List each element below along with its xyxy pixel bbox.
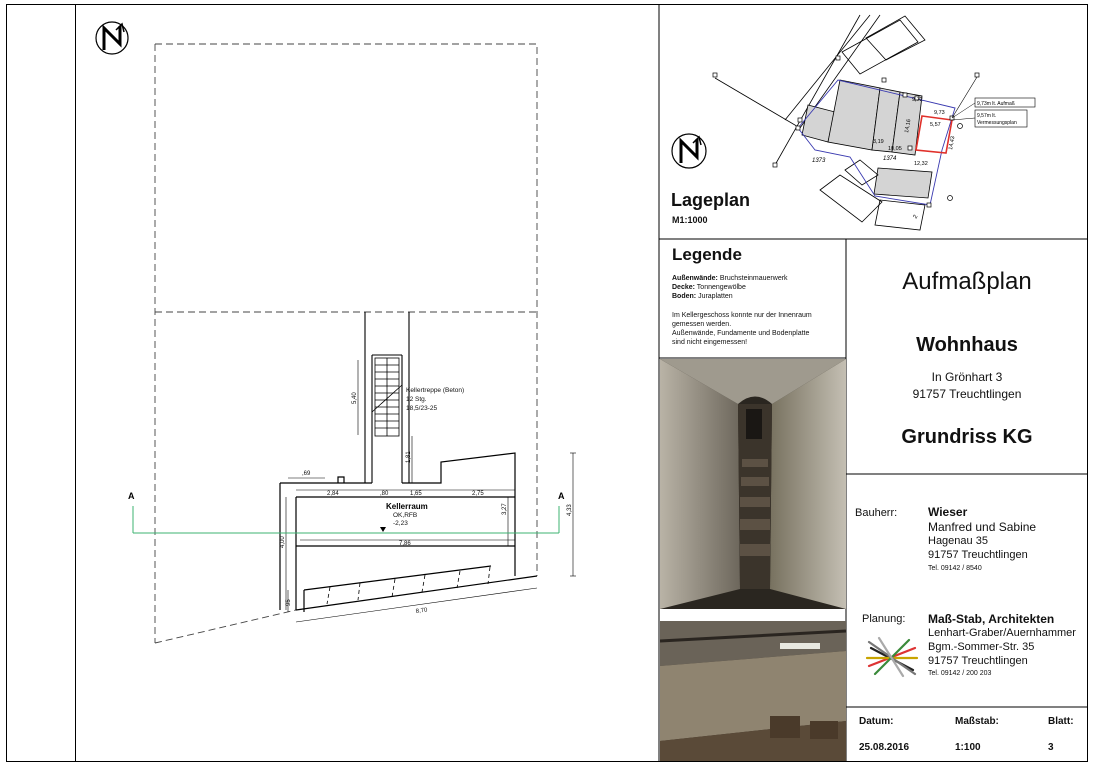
date-value: 25.08.2016 [859, 742, 910, 753]
stair-steps: 12 Stg. [406, 396, 427, 403]
note-aufmass: 9,73m lt. Aufmaß [977, 101, 1015, 107]
site-dim-1443: 14,43 [948, 135, 957, 151]
legend-key-ceiling: Decke: [672, 284, 695, 291]
room-floor: OK,RFB [393, 512, 418, 519]
sheet-label: Blatt: [1048, 716, 1074, 727]
dim-181: 1,81 [406, 451, 412, 463]
planner-people: Lenhart-Graber/Auernhammer [928, 627, 1076, 639]
planner-city: 91757 Treuchtlingen [928, 655, 1028, 667]
client-street: Hagenau 35 [928, 535, 988, 547]
building-city: 91757 Treuchtlingen [912, 387, 1022, 401]
note-vermessung-1: 9,57m lt. [977, 113, 997, 119]
legend-note-2: gemessen werden. [672, 321, 732, 328]
parcel-1374: 1374 [883, 156, 897, 162]
site-dim-1232: 12,32 [914, 161, 928, 167]
site-dim-973: 9,73 [934, 110, 945, 116]
dim-400: 4,00 [280, 536, 286, 548]
plan-type: Aufmaßplan [902, 268, 1032, 295]
sheet-value: 3 [1048, 742, 1054, 753]
dim-327: 3,27 [502, 503, 508, 515]
legend-note-3: Außenwände, Fundamente und Bodenplatte [672, 330, 810, 337]
building-street: In Grönhart 3 [931, 370, 1003, 384]
section-marker-left: A [128, 491, 135, 501]
dim-870: 8,70 [415, 607, 428, 615]
dim-540: 5,40 [352, 392, 358, 404]
dim-165: 1,65 [410, 491, 422, 497]
photo-cellar-stairs [660, 359, 846, 609]
photo-cellar-room [660, 621, 846, 761]
site-dim-1005: 10,05 [888, 146, 902, 152]
site-north-arrow-icon [672, 134, 706, 168]
legend-line-floor [672, 292, 733, 301]
scale-value: 1:100 [955, 742, 981, 753]
parcel-1373: 1373 [812, 158, 826, 164]
building-name: Wohnhaus [916, 334, 1018, 356]
sheet-title: Grundriss KG [901, 426, 1033, 448]
date-label: Datum: [859, 716, 894, 727]
legend-line-walls [672, 274, 788, 283]
legend-key-walls: Außenwände: [672, 275, 718, 282]
dim-069: ,69 [302, 471, 311, 477]
note-vermessung-2: Vermessungsplan [977, 120, 1017, 126]
site-dim-1416: 14,16 [904, 118, 913, 134]
dim-080: ,80 [380, 491, 389, 497]
dim-284: 2,84 [327, 491, 339, 497]
planner-tel: Tel. 09142 / 200 203 [928, 670, 992, 677]
stair-ratio: 18,5/23-25 [406, 405, 438, 412]
legend-title: Legende [672, 245, 742, 264]
room-level: -2,23 [393, 520, 408, 527]
dim-786: 7,86 [399, 541, 411, 547]
client-tel: Tel. 09142 / 8540 [928, 565, 982, 572]
dim-433: 4,33 [567, 504, 573, 516]
planner-street: Bgm.-Sommer-Str. 35 [928, 641, 1035, 653]
client-name: Wieser [928, 505, 968, 519]
legend-val-floor: Juraplatten [698, 293, 733, 300]
room-name: Kellerraum [386, 502, 428, 511]
client-names: Manfred und Sabine [928, 520, 1037, 534]
legend-val-walls: Bruchsteinmauerwerk [719, 275, 788, 282]
site-dim-972: 9,72 [912, 97, 923, 103]
legend-note-4: sind nicht eingemessen! [672, 339, 748, 346]
planner-name: Maß-Stab, Architekten [928, 612, 1055, 626]
dim-95: 95 [286, 599, 292, 606]
parcel-2: 2 [912, 214, 920, 220]
legend-val-ceiling: Tonnengewölbe [696, 284, 746, 291]
scale-label: Maßstab: [955, 716, 999, 727]
planner-logo-icon [865, 636, 919, 678]
dim-275: 2,75 [472, 491, 484, 497]
client-label: Bauherr: [855, 507, 898, 519]
legend-note-1: Im Kellergeschoss konnte nur der Innenraum [672, 312, 812, 319]
site-plan-scale: M1:1000 [672, 215, 708, 225]
site-dim-319: 3,19 [873, 139, 884, 145]
site-plan-title: Lageplan [671, 190, 751, 210]
legend-key-floor: Boden: [672, 293, 697, 300]
stair-label: Kellertreppe (Beton) [406, 387, 465, 394]
planner-label: Planung: [862, 613, 906, 625]
section-marker-right: A [558, 491, 565, 501]
client-city: 91757 Treuchtlingen [928, 549, 1028, 561]
site-dim-557: 5,57 [930, 122, 941, 128]
legend-line-ceiling [672, 283, 746, 292]
